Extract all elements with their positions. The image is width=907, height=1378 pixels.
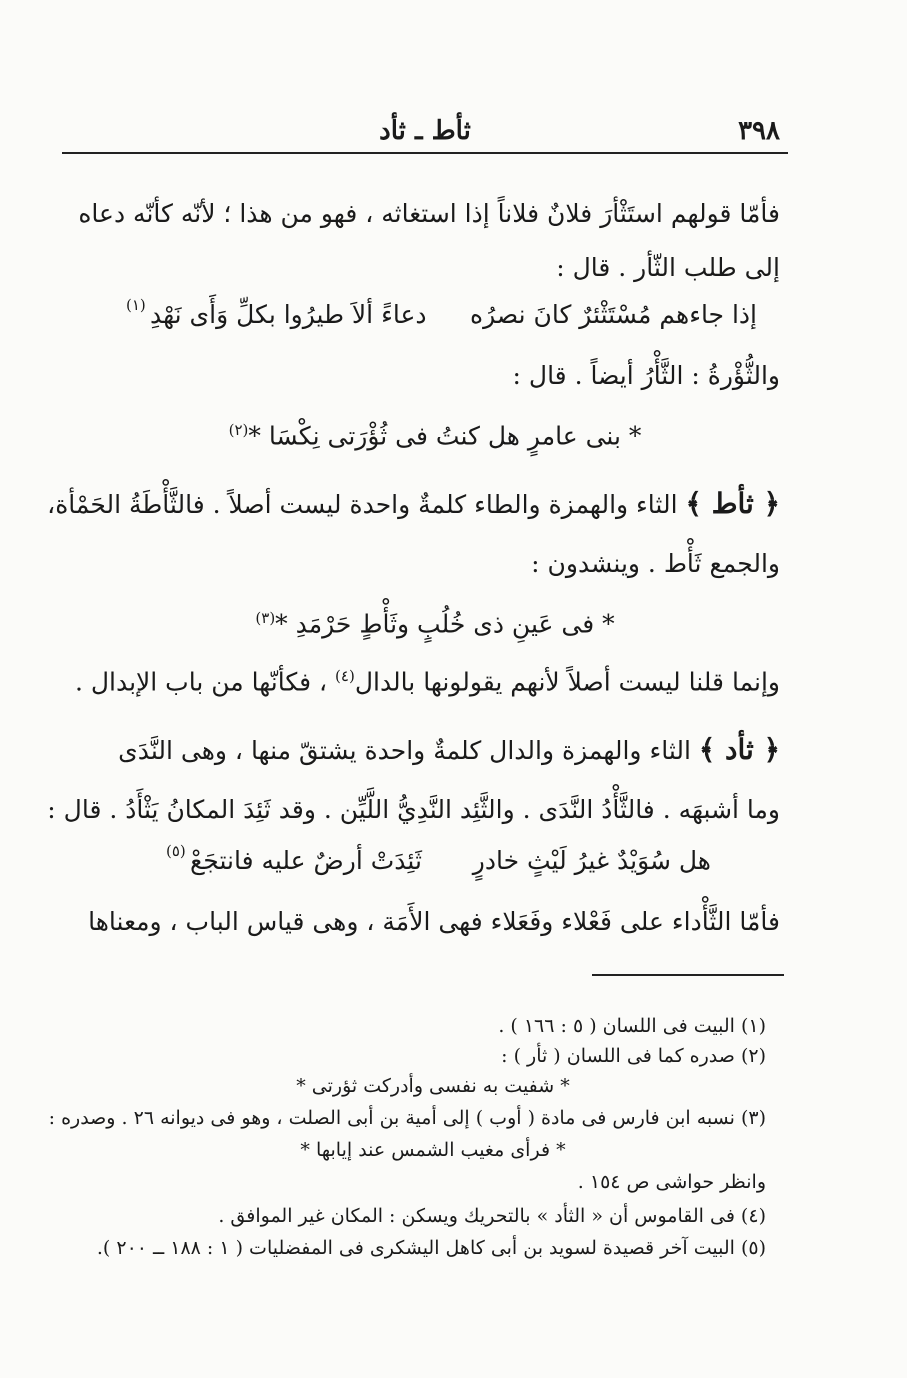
footnote-3-verse: * فرأى مغيب الشمس عند إيابها * xyxy=(300,1139,566,1161)
body-line-3: والثُّؤْرةُ : الثَّأْرُ أيضاً . قال : xyxy=(512,361,780,390)
footnote-3-continued: وانظر حواشى ص ١٥٤ . xyxy=(577,1171,766,1193)
footnote-ref-1: (١) xyxy=(126,296,146,314)
body-line-5: والجمع ثَأْط . وينشدون : xyxy=(531,549,780,578)
body-line-7: الثاء والهمزة والدال كلمةٌ واحدة يشتقّ منها ، وهى النَّدَى xyxy=(118,736,691,765)
entry-tha-alif-ta xyxy=(47,486,780,523)
verse-2-text: * بنى عامرٍ هل كنتُ فى ثُؤْرَتى نِكْسَا * xyxy=(248,421,642,451)
verse-4-first-hemistich: هل سُوَيْدٌ غيرُ لَيْثٍ خادرٍ xyxy=(472,846,711,875)
running-title: ثأط ـ ثأد xyxy=(379,116,471,146)
page-number: ٣٩٨ xyxy=(738,116,780,146)
body-line-2: إلى طلب الثّأر . قال : xyxy=(556,253,780,282)
entry-headword-1: ﴿ ثأط ﴾ xyxy=(685,487,780,520)
verse-1-second-hemistich: دعاءً ألاَ طيرُوا بكلِّ وَأَى نَهْدِ xyxy=(150,300,427,329)
footnote-ref-5: (٥) xyxy=(166,842,186,860)
verse-2 xyxy=(90,412,780,454)
footnote-ref-4: (٤) xyxy=(335,667,355,685)
body-line-1: فأمّا قولهم استَثْأرَ فلانٌ فلاناً إذا استغاثه ، فهو من هذا ؛ لأنّه كأنّه دعاه xyxy=(78,199,780,228)
body-line-6: وإنما قلنا ليست أصلاً لأنهم يقولونها بالدال$^{(٤)}$ ، فكأنّها من باب الإبدال . xyxy=(74,667,780,697)
footnote-2: (٢) صدره كما فى اللسان ( ثأر ) : xyxy=(501,1045,766,1067)
footnote-ref-3: (٣) xyxy=(255,609,276,627)
footnote-2-verse: * شفيت به نفسى وأدركت ثؤرتى * xyxy=(296,1075,570,1097)
body-line-4: الثاء والهمزة والطاء كلمةٌ واحدة ليست أصلاً . فالثَّأْطَةُ الحَمْأة، xyxy=(47,490,678,519)
verse-3-text: * فى عَينِ ذى خُلُبٍ وثَأْطٍ حَرْمَدِ * xyxy=(275,609,615,639)
body-line-9: فأمّا الثَّأْداء على فَعْلاء وفَعَلاء فهى الأَمَة ، وهى قياس الباب ، ومعناها xyxy=(88,907,780,936)
footnote-1: (١) البيت فى اللسان ( ٥ : ١٦٦ ) . xyxy=(498,1015,766,1037)
verse-3 xyxy=(90,600,780,642)
footnote-ref-2: (٢) xyxy=(228,421,249,439)
entry-headword-2: ﴿ ثأد ﴾ xyxy=(698,733,780,766)
verse-1-first-hemistich: إذا جاءهم مُسْتَثْئرٌ كانَ نصرُه xyxy=(470,300,757,329)
entry-tha-alif-dal xyxy=(90,732,780,769)
footnote-3: (٣) نسبه ابن فارس فى مادة ( أوب ) إلى أمية بن أبى الصلت ، وهو فى ديوانه ٢٦ . وصدره : xyxy=(48,1107,766,1129)
body-line-8: وما أشبهَه . فالثَّأْدُ النَّدَى . والثَّئِد النَّدِيُّ اللَّيِّن . وقد ثَئِدَ المكانُ يَثْأَدُ . قال : xyxy=(47,795,780,824)
footnote-4: (٤) فى القاموس أن « الثأد » بالتحريك ويسكن : المكان غير الموافق . xyxy=(218,1205,766,1227)
footnote-separator xyxy=(592,974,784,976)
verse-4-second-hemistich: ثَئِدَتْ أرضٌ عليه فانتجَعْ xyxy=(190,846,422,875)
page-header xyxy=(62,112,788,154)
footnote-5: (٥) البيت آخر قصيدة لسويد بن أبى كاهل اليشكرى فى المفضليات ( ١ : ١٨٨ ــ ٢٠٠ ). xyxy=(96,1237,766,1259)
